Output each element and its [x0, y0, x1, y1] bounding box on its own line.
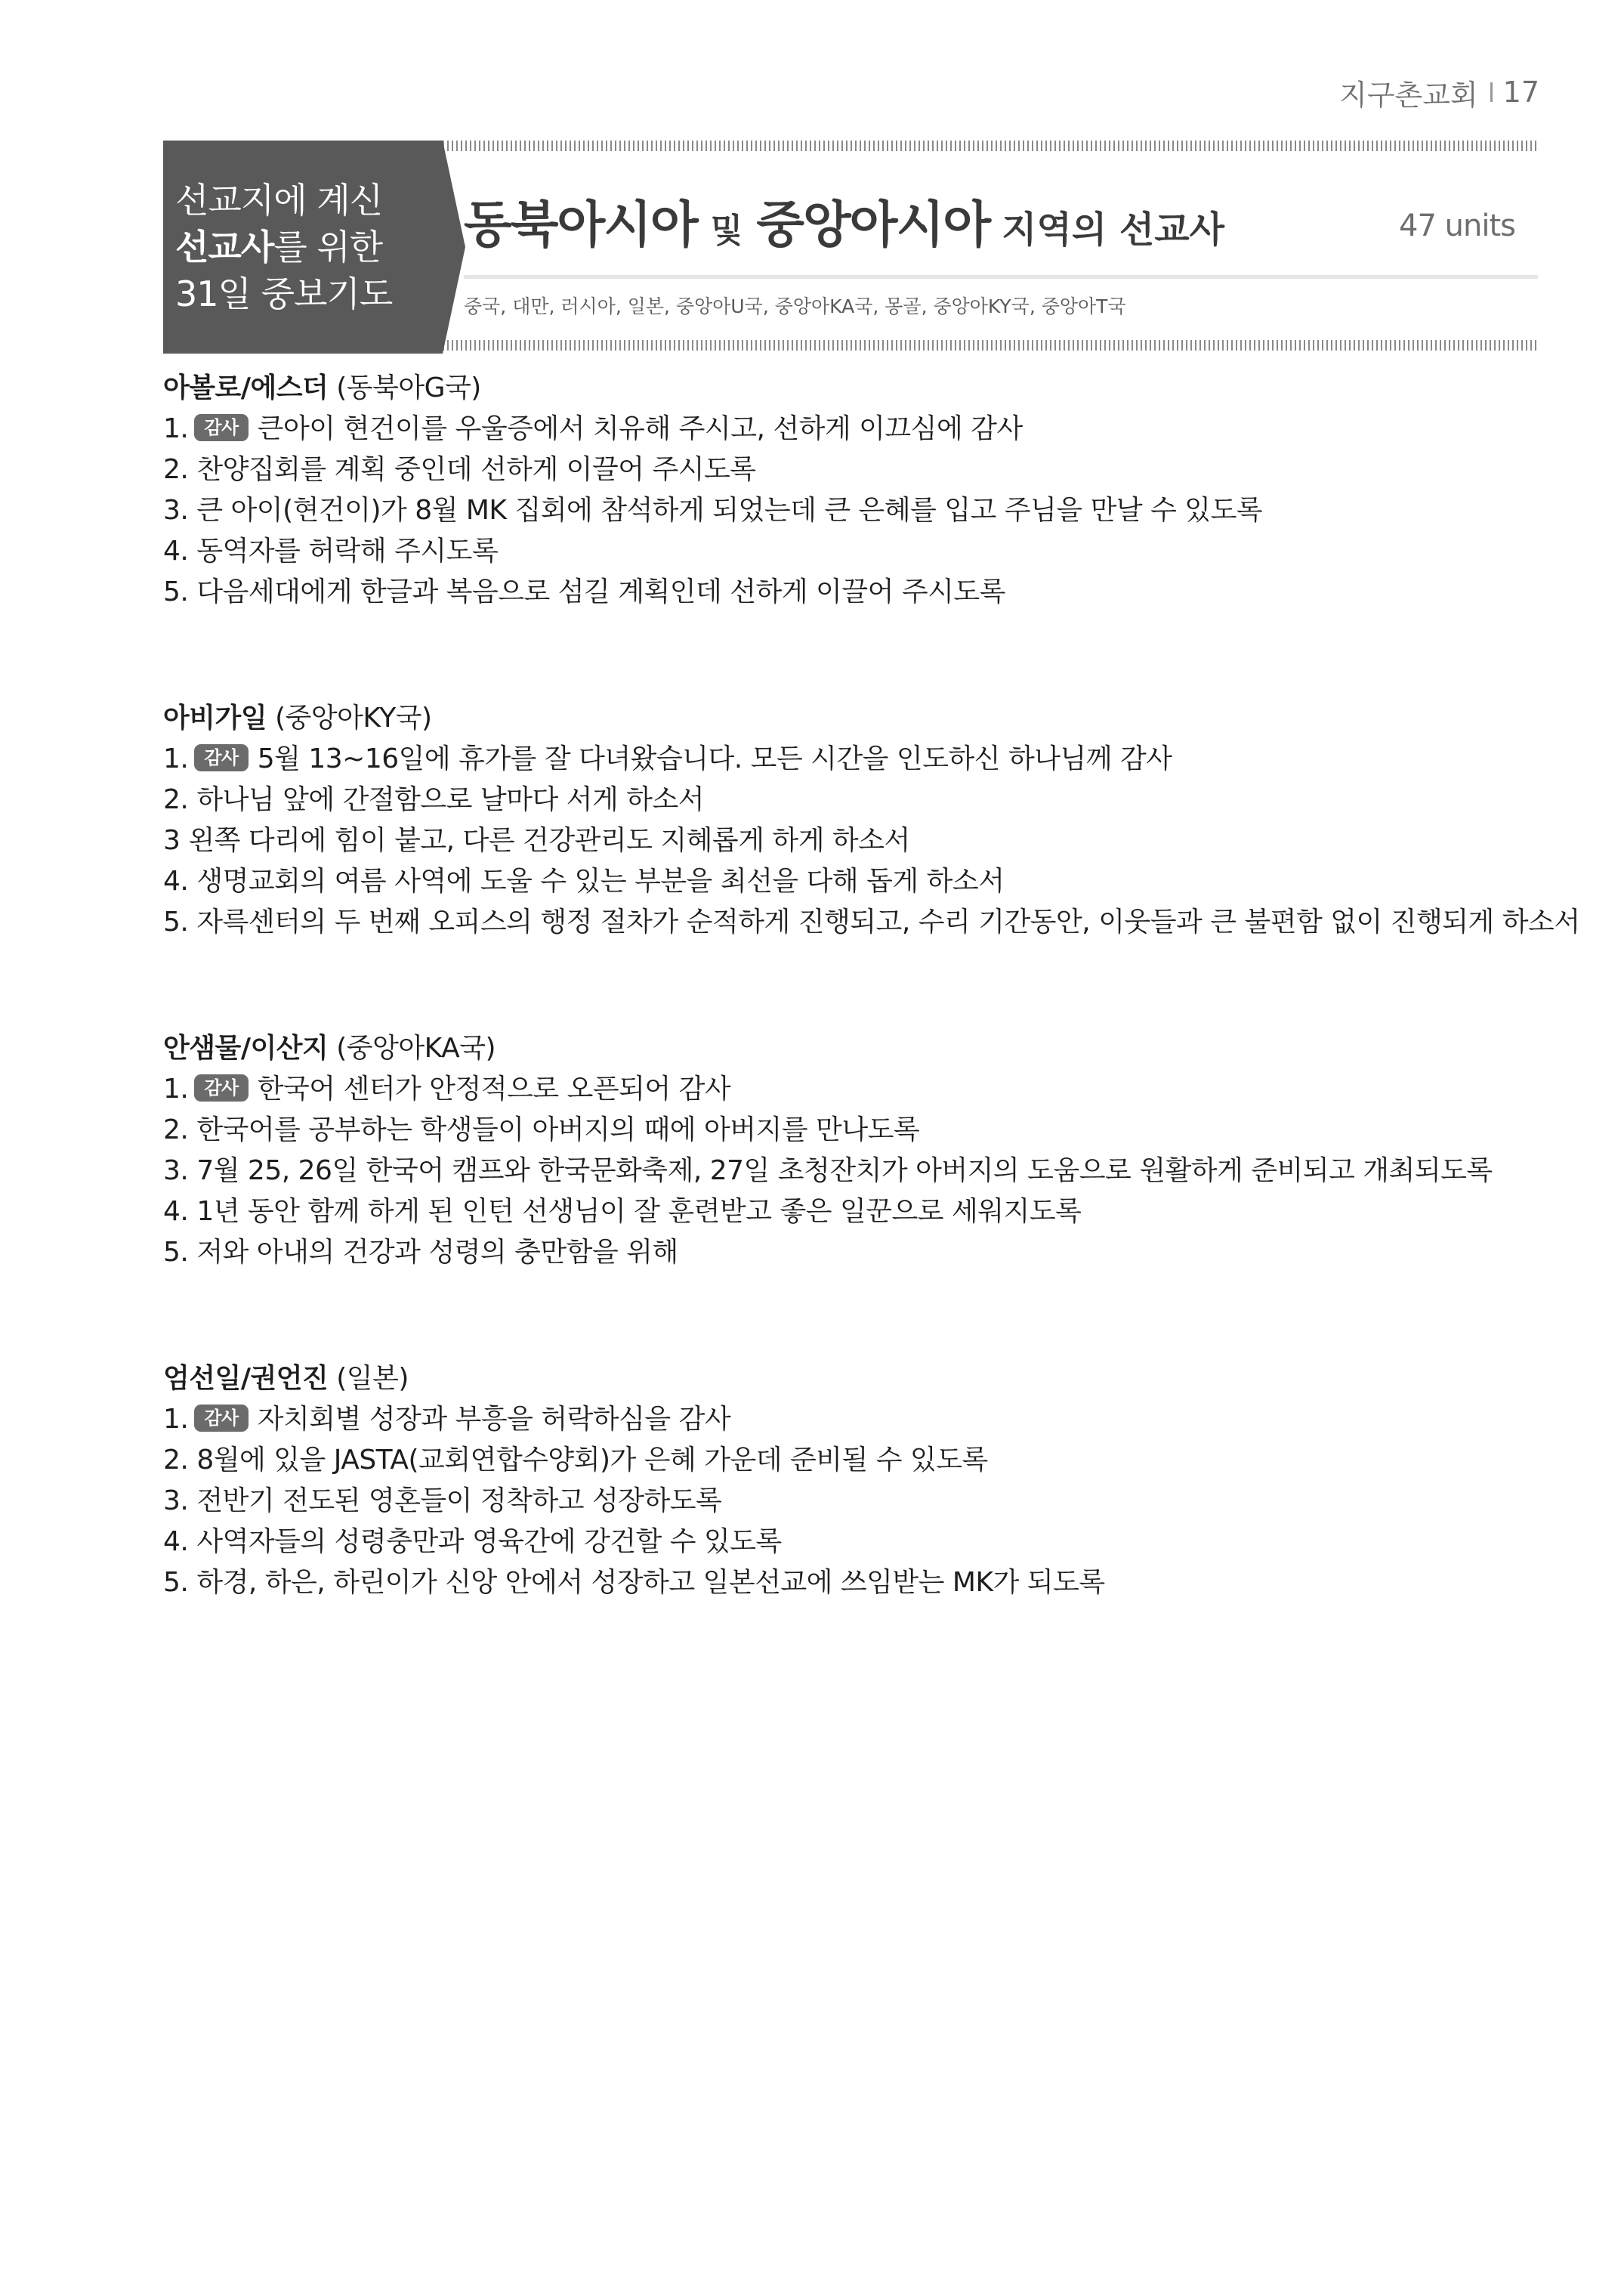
prayer-item	[163, 572, 1545, 613]
item-text: 사역자들의 성령충만과 영육간에 강건할 수 있도록	[196, 1526, 782, 1557]
prayer-item	[163, 1069, 1545, 1110]
prayer-item	[163, 531, 1545, 572]
prayer-item	[163, 1151, 1545, 1191]
item-text: 자륵센터의 두 번째 오피스의 행정 절차가 순적하게 진행되고, 수리 기간동안, 이웃들과 큰 불편함 없이 진행되게 하소서	[196, 907, 1580, 938]
header-separator	[1490, 82, 1493, 102]
section-title	[163, 368, 1545, 409]
item-number: 1.	[163, 1074, 189, 1105]
item-text: 하경, 하은, 하린이가 신앙 안에서 성장하고 일본선교에 쓰임받는 MK가 되도록	[196, 1567, 1105, 1598]
item-number: 5.	[163, 1237, 189, 1268]
item-number: 2.	[163, 454, 189, 485]
item-text: 한국어 센터가 안정적으로 오픈되어 감사	[257, 1074, 731, 1105]
item-text: 1년 동안 함께 하게 된 인턴 선생님이 잘 훈련받고 좋은 일꾼으로 세워지도록	[196, 1196, 1082, 1227]
item-number: 4.	[163, 536, 189, 567]
prayer-item	[163, 1110, 1545, 1151]
units-count: 47 units	[1399, 209, 1515, 243]
section-title	[163, 698, 1545, 739]
prayer-item	[163, 1440, 1545, 1481]
item-number: 2.	[163, 1114, 189, 1145]
item-number: 2.	[163, 784, 189, 815]
item-number: 3.	[163, 495, 189, 526]
item-number: 3.	[163, 1485, 189, 1516]
prayer-item	[163, 820, 1545, 861]
prayer-item	[163, 409, 1545, 450]
mission-region: (중앙아KA국)	[336, 1033, 496, 1064]
prayer-item	[163, 1562, 1545, 1603]
section-title	[163, 1028, 1545, 1069]
banner-line-2-rest: 를 위한	[273, 227, 383, 267]
church-name: 지구촌교회	[1339, 78, 1478, 112]
item-number: 4.	[163, 866, 189, 897]
missionary-name: 아비가일	[163, 703, 267, 734]
prayer-item	[163, 1481, 1545, 1522]
prayer-item	[163, 1191, 1545, 1232]
mission-region: (동북아G국)	[336, 372, 481, 403]
country-list: 중국, 대만, 러시아, 일본, 중앙아U국, 중앙아KA국, 몽골, 중앙아KY국, 중앙아T국	[464, 295, 1126, 317]
missionary-section	[163, 368, 1545, 613]
item-number: 5.	[163, 1567, 189, 1598]
section-title	[163, 1358, 1545, 1399]
item-number: 1.	[163, 743, 189, 774]
page-header	[1339, 73, 1539, 112]
banner-line-3: 31일 중보기도	[175, 273, 393, 314]
item-number: 5.	[163, 907, 189, 938]
prayer-item	[163, 739, 1545, 780]
hatch-rule-bottom	[420, 340, 1538, 351]
item-text: 5월 13~16일에 휴가를 잘 다녀왔습니다. 모든 시간을 인도하신 하나님께 감사	[257, 743, 1172, 774]
item-text: 저와 아내의 건강과 성령의 충만함을 위해	[196, 1237, 678, 1268]
thanks-badge: 감사	[194, 744, 248, 771]
item-text: 동역자를 허락해 주시도록	[196, 536, 499, 567]
item-text: 한국어를 공부하는 학생들이 아버지의 때에 아버지를 만나도록	[196, 1114, 920, 1145]
banner-label-box	[163, 141, 443, 354]
thanks-badge: 감사	[194, 414, 248, 441]
item-text: 7월 25, 26일 한국어 캠프와 한국문화축제, 27일 초청잔치가 아버지의 도움으로 원활하게 준비되고 개최되도록	[196, 1155, 1493, 1186]
prayer-item	[163, 902, 1580, 943]
item-number: 2.	[163, 1445, 189, 1476]
missionary-section	[163, 1028, 1545, 1273]
prayer-item	[163, 490, 1545, 531]
missionary-section	[163, 698, 1580, 943]
missionary-name: 아볼로/에스더	[163, 372, 329, 403]
missionary-section	[163, 1358, 1545, 1603]
item-text: 찬양집회를 계획 중인데 선하게 이끌어 주시도록	[196, 454, 756, 485]
title-region-1: 동북아시아	[464, 196, 697, 254]
item-text: 8월에 있을 JASTA(교회연합수양회)가 은혜 가운데 준비될 수 있도록	[196, 1445, 988, 1476]
banner-title	[464, 184, 1224, 256]
prayer-item	[163, 1232, 1545, 1273]
item-number: 4.	[163, 1526, 189, 1557]
banner-divider	[464, 275, 1538, 279]
item-text: 큰 아이(현건이)가 8월 MK 집회에 참석하게 되었는데 큰 은혜를 입고 주님을 만날 수 있도록	[196, 495, 1263, 526]
prayer-item	[163, 861, 1545, 902]
item-text: 생명교회의 여름 사역에 도울 수 있는 부분을 최선을 다해 돕게 하소서	[196, 866, 1005, 897]
prayer-item	[163, 780, 1545, 820]
prayer-item	[163, 1522, 1545, 1562]
item-number: 3.	[163, 1155, 189, 1186]
banner-line-2-bold: 선교사	[175, 227, 274, 267]
item-number: 1.	[163, 1404, 189, 1435]
item-text: 자치회별 성장과 부흥을 허락하심을 감사	[257, 1404, 731, 1435]
missionary-name: 엄선일/권언진	[163, 1363, 329, 1394]
mission-region: (일본)	[336, 1363, 409, 1394]
item-number: 5.	[163, 576, 189, 607]
banner-line-2	[175, 224, 443, 270]
item-text: 큰아이 현건이를 우울증에서 치유해 주시고, 선하게 이끄심에 감사	[257, 413, 1023, 444]
item-text: 전반기 전도된 영혼들이 정착하고 성장하도록	[196, 1485, 722, 1516]
banner-line-1: 선교지에 계신	[175, 180, 383, 221]
hatch-rule-top	[420, 141, 1538, 151]
item-text: 다음세대에게 한글과 복음으로 섬길 계획인데 선하게 이끌어 주시도록	[196, 576, 1005, 607]
title-conjunction: 및	[710, 212, 743, 250]
page-number: 17	[1502, 76, 1539, 109]
title-suffix: 지역의 선교사	[1002, 209, 1224, 251]
prayer-item	[163, 450, 1545, 490]
prayer-banner	[163, 141, 1538, 354]
mission-region: (중앙아KY국)	[275, 703, 432, 734]
thanks-badge: 감사	[194, 1074, 248, 1102]
item-number: 1.	[163, 413, 189, 444]
item-number: 4.	[163, 1196, 189, 1227]
thanks-badge: 감사	[194, 1405, 248, 1432]
item-number: 3	[163, 825, 181, 856]
prayer-item	[163, 1399, 1545, 1440]
title-region-2: 중앙아시아	[756, 196, 990, 254]
missionary-name: 안샘물/이산지	[163, 1033, 329, 1064]
item-text: 왼쪽 다리에 힘이 붙고, 다른 건강관리도 지혜롭게 하게 하소서	[188, 825, 910, 856]
item-text: 하나님 앞에 간절함으로 날마다 서게 하소서	[196, 784, 704, 815]
